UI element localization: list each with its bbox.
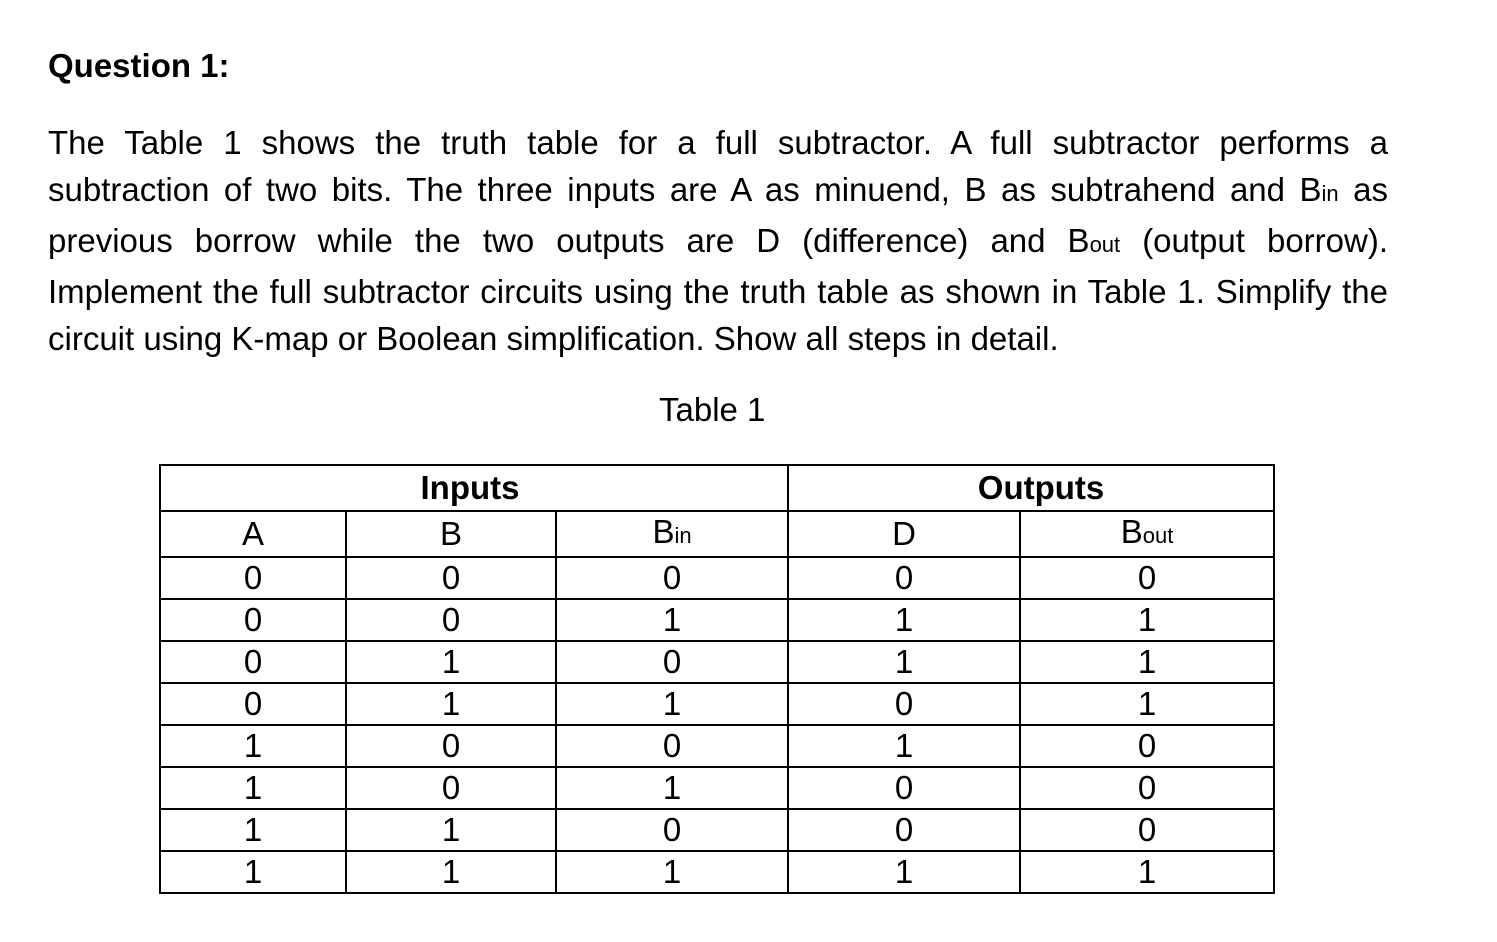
table-row xyxy=(160,809,1274,851)
cell-b: 1 xyxy=(346,683,556,725)
bin-subscript: in xyxy=(1321,181,1339,206)
column-header-b: B xyxy=(346,511,556,557)
cell-d: 1 xyxy=(788,641,1020,683)
column-header-bin xyxy=(556,511,788,557)
table-row xyxy=(160,767,1274,809)
column-header-a: A xyxy=(160,511,346,557)
cell-a: 1 xyxy=(160,725,346,767)
cell-d: 0 xyxy=(788,683,1020,725)
cell-bout: 1 xyxy=(1020,641,1274,683)
cell-b: 1 xyxy=(346,851,556,893)
cell-bin: 1 xyxy=(556,683,788,725)
cell-b: 0 xyxy=(346,725,556,767)
cell-d: 1 xyxy=(788,851,1020,893)
cell-bin: 0 xyxy=(556,557,788,599)
cell-a: 0 xyxy=(160,599,346,641)
cell-bin: 0 xyxy=(556,725,788,767)
cell-bout: 1 xyxy=(1020,851,1274,893)
cell-d: 0 xyxy=(788,767,1020,809)
cell-d: 0 xyxy=(788,809,1020,851)
bin-sub: in xyxy=(674,523,692,548)
cell-a: 0 xyxy=(160,641,346,683)
cell-bout: 1 xyxy=(1020,683,1274,725)
bin-base: B xyxy=(652,513,675,550)
column-header-row xyxy=(160,511,1274,557)
bout-base: B xyxy=(1120,513,1143,550)
cell-a: 1 xyxy=(160,851,346,893)
table-row xyxy=(160,683,1274,725)
cell-bout: 0 xyxy=(1020,725,1274,767)
truth-table-body xyxy=(160,557,1274,893)
cell-bin: 0 xyxy=(556,641,788,683)
table-row xyxy=(160,641,1274,683)
inputs-label: Inputs xyxy=(420,469,520,506)
cell-b: 1 xyxy=(346,809,556,851)
inputs-header xyxy=(160,465,788,511)
table-caption: Table 1 xyxy=(659,391,766,428)
cell-a: 0 xyxy=(160,683,346,725)
cell-bin: 1 xyxy=(556,851,788,893)
column-header-d: D xyxy=(788,511,1020,557)
bout-sub: out xyxy=(1142,523,1174,548)
question-body-part-1: The Table 1 shows the truth table for a full subtractor. A full subtractor performs a subtraction of two bits. The three inputs are A as minuend, B as subtrahend and B xyxy=(48,124,1388,208)
truth-table xyxy=(159,464,1275,894)
bout-subscript: out xyxy=(1089,232,1121,257)
cell-bout: 0 xyxy=(1020,557,1274,599)
cell-d: 0 xyxy=(788,557,1020,599)
outputs-label: Outputs xyxy=(977,469,1105,506)
table-row xyxy=(160,599,1274,641)
question-body xyxy=(48,119,1388,362)
cell-b: 0 xyxy=(346,557,556,599)
column-header-bout xyxy=(1020,511,1274,557)
question-body-part-3: (output borrow). Implement the full subtractor circuits using the truth table as shown in Table 1. Simplify the circuit using K-map or Boolean simplification. Show all steps in detail. xyxy=(48,222,1388,357)
table-row xyxy=(160,557,1274,599)
cell-d: 1 xyxy=(788,599,1020,641)
cell-a: 1 xyxy=(160,767,346,809)
cell-d: 1 xyxy=(788,725,1020,767)
cell-b: 1 xyxy=(346,641,556,683)
cell-bin: 0 xyxy=(556,809,788,851)
cell-b: 0 xyxy=(346,599,556,641)
cell-bin: 1 xyxy=(556,767,788,809)
question-title: Question 1: xyxy=(48,47,230,84)
table-row xyxy=(160,851,1274,893)
cell-a: 1 xyxy=(160,809,346,851)
cell-bin: 1 xyxy=(556,599,788,641)
table-row xyxy=(160,725,1274,767)
cell-bout: 0 xyxy=(1020,767,1274,809)
cell-bout: 1 xyxy=(1020,599,1274,641)
cell-b: 0 xyxy=(346,767,556,809)
group-header-row xyxy=(160,465,1274,511)
cell-a: 0 xyxy=(160,557,346,599)
question-body-part-2: as previous borrow while the two outputs are D (difference) and B xyxy=(48,171,1389,259)
outputs-header xyxy=(788,465,1274,511)
cell-bout: 0 xyxy=(1020,809,1274,851)
